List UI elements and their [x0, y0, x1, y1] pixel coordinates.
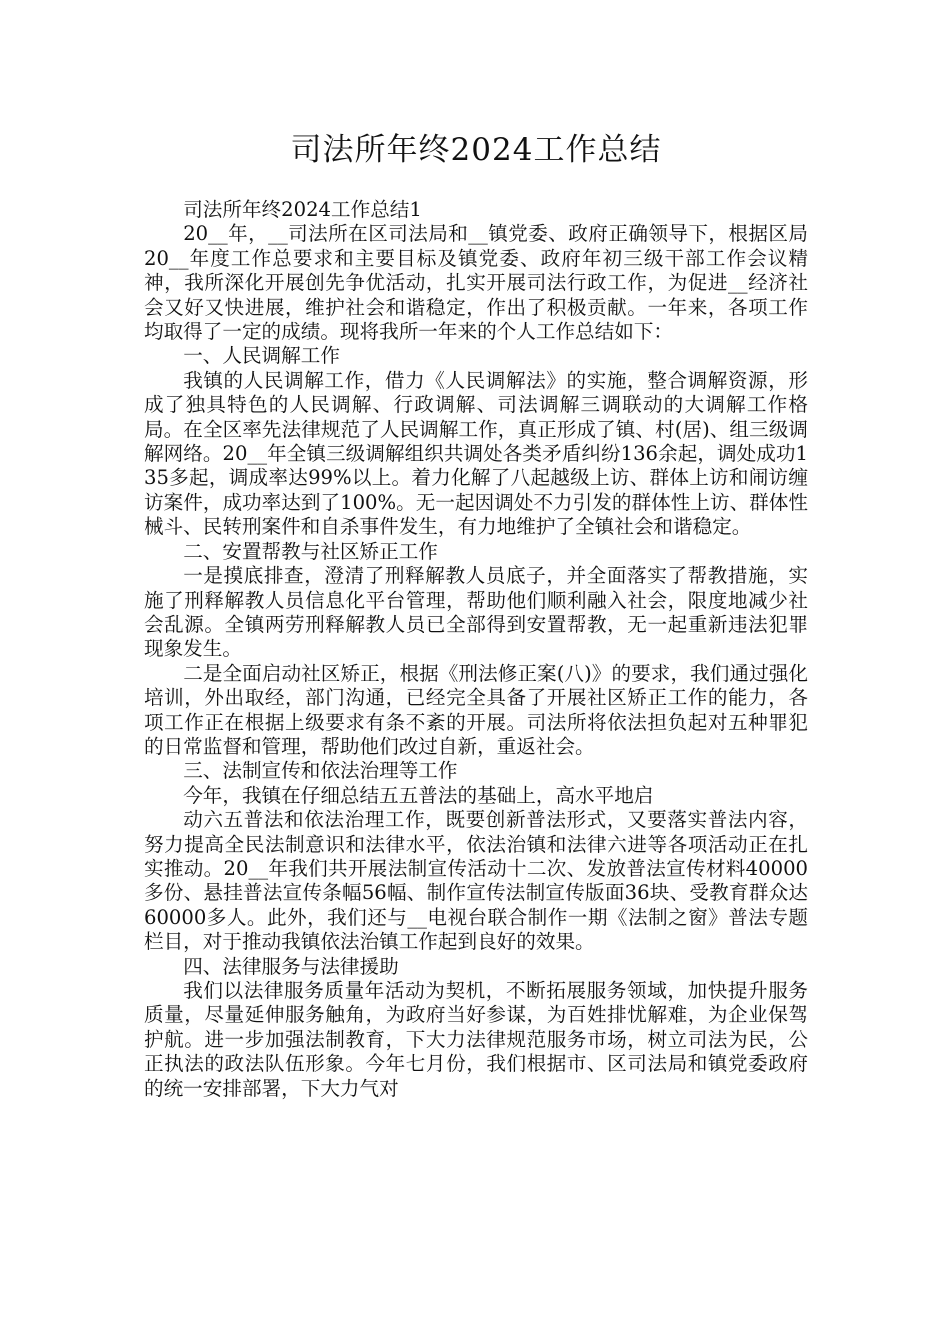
paragraph-legal-publicity: 动六五普法和依法治理工作，既要创新普法形式，又要落实普法内容，努力提高全民法制意识和法律水平，依法治镇和法律六进等各项活动正在扎实推动。20__年我们共开展法制宣传活动十二次、发放普法宣传材料40000多份、悬挂普法宣传条幅56幅、制作宣传法制宣传版面36块、受教育群众达60000多人。此外，我们还与__电视台联合制作一期《法制之窗》普法专题栏目，对于推动我镇依法治镇工作起到良好的效果。 [144, 808, 808, 954]
paragraph-legal-services: 我们以法律服务质量年活动为契机，不断拓展服务领域，加快提升服务质量，尽量延伸服务触角，为政府当好参谋，为百姓排忧解难，为企业保驾护航。进一步加强法制教育，下大力法律规范服务市场，树立司法为民，公正执法的政法队伍形象。今年七月份，我们根据市、区司法局和镇党委政府的统一安排部署，下大力气对 [144, 979, 808, 1100]
paragraph-resettlement: 一是摸底排查，澄清了刑释解教人员底子，并全面落实了帮教措施，实施了刑释解教人员信息化平台管理，帮助他们顺利融入社会，限度地减少社会乱源。全镇两劳刑释解教人员已全部得到安置帮教，无一起重新违法犯罪现象发生。 [144, 564, 808, 661]
paragraph-mediation: 我镇的人民调解工作，借力《人民调解法》的实施，整合调解资源，形成了独具特色的人民调解、行政调解、司法调解三调联动的大调解工作格局。在全区率先法律规范了人民调解工作，真正形成了镇、村(居)、组三级调解网络。20__年全镇三级调解组织共调处各类矛盾纠纷136余起，调处成功135多起，调成率达99%以上。着力化解了八起越级上访、群体上访和闹访缠访案件，成功率达到了100%。无一起因调处不力引发的群体性上访、群体性械斗、民转刑案件和自杀事件发生，有力地维护了全镇社会和谐稳定。 [144, 368, 808, 539]
section-heading-2: 二、安置帮教与社区矫正工作 [183, 539, 438, 563]
section-heading-3: 三、法制宣传和依法治理等工作 [183, 759, 458, 783]
paragraph-intro: 20__年，__司法所在区司法局和__镇党委、政府正确领导下，根据区局20__年度工作总要求和主要目标及镇党委、政府年初三级干部工作会议精神，我所深化开展创先争优活动，扎实开展司法行政工作，为促进__经济社会又好又快进展，维护社会和谐稳定，作出了积极贡献。一年来，各项工作均取得了一定的成绩。现将我所一年来的个人工作总结如下： [144, 222, 808, 344]
paragraph-legal-publicity-start: 今年，我镇在仔细总结五五普法的基础上，高水平地启 [183, 783, 654, 807]
section-heading-4: 四、法律服务与法律援助 [183, 954, 399, 978]
section-heading-1: 一、人民调解工作 [183, 344, 340, 368]
document-subtitle: 司法所年终2024工作总结1 [183, 198, 422, 221]
document-page [144, 130, 808, 1101]
document-title: 司法所年终2024工作总结 [290, 132, 662, 168]
paragraph-community-correction: 二是全面启动社区矫正，根据《刑法修正案(八)》的要求，我们通过强化培训，外出取经，部门沟通，已经完全具备了开展社区矫正工作的能力，各项工作正在根据上级要求有条不紊的开展。司法所将依法担负起对五种罪犯的日常监督和管理，帮助他们改过自新，重返社会。 [144, 661, 808, 758]
